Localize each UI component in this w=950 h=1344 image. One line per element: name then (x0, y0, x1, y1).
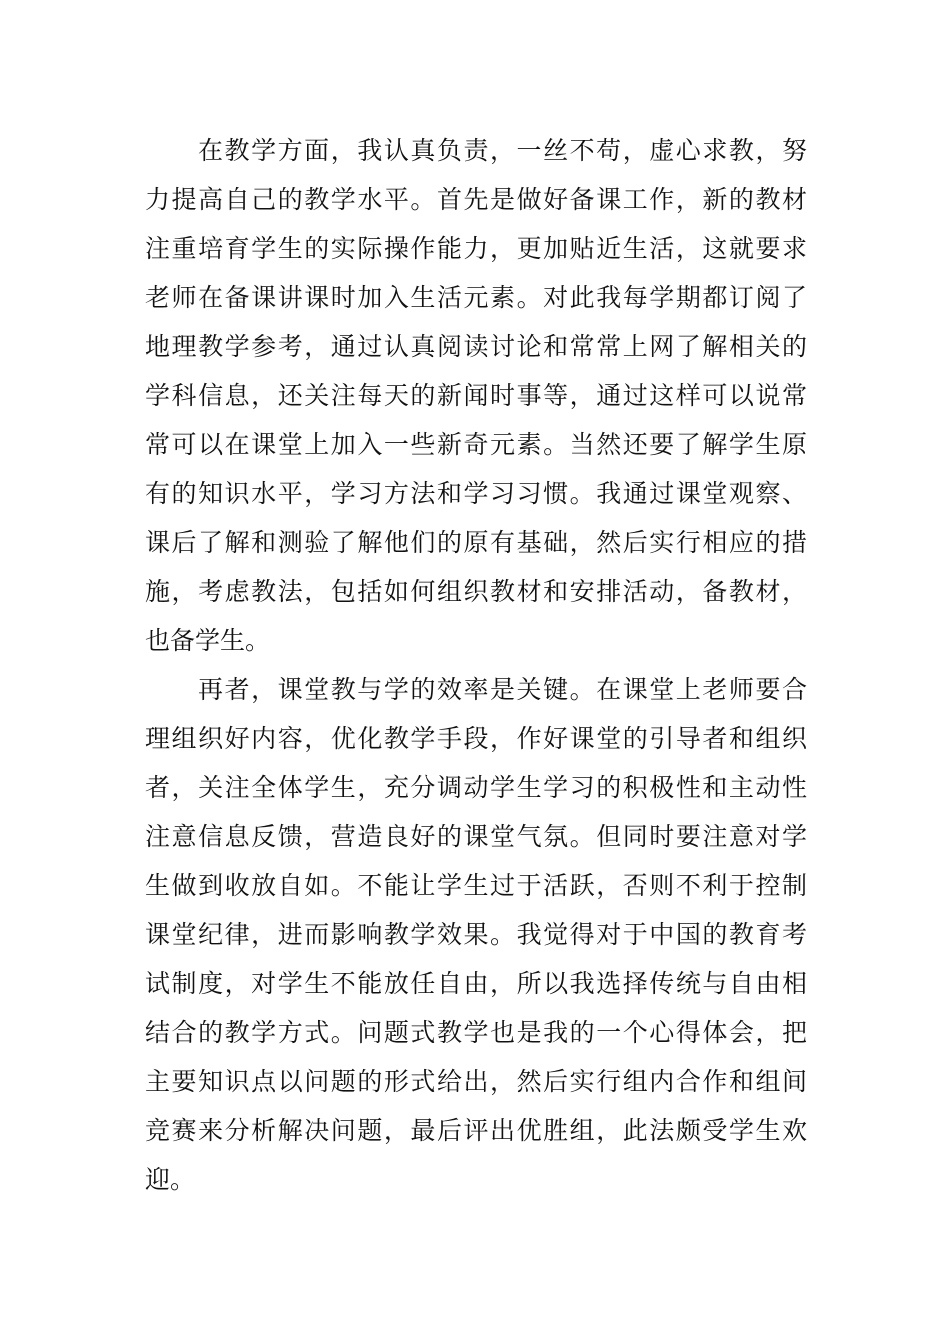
paragraph-classroom-efficiency (145, 665, 807, 1204)
text-line: 结合的教学方式。问题式教学也是我的一个心得体会，把 (145, 1018, 807, 1047)
text-line: 迎。 (145, 1165, 196, 1194)
text-line: 力提高自己的教学水平。首先是做好备课工作，新的教材 (145, 185, 807, 214)
text-line: 学科信息，还关注每天的新闻时事等，通过这样可以说常 (145, 381, 807, 410)
text-line: 有的知识水平，学习方法和学习习惯。我通过课堂观察、 (145, 479, 807, 508)
paragraph-teaching (145, 126, 807, 665)
text-line: 施，考虑教法，包括如何组织教材和安排活动，备教材， (145, 577, 807, 606)
text-line: 注意信息反馈，营造良好的课堂气氛。但同时要注意对学 (145, 822, 807, 851)
text-line: 课后了解和测验了解他们的原有基础，然后实行相应的措 (145, 528, 807, 557)
text-line: 课堂纪律，进而影响教学效果。我觉得对于中国的教育考 (145, 920, 807, 949)
text-line: 也备学生。 (145, 626, 271, 655)
text-line: 地理教学参考，通过认真阅读讨论和常常上网了解相关的 (145, 332, 807, 361)
text-line: 试制度，对学生不能放任自由，所以我选择传统与自由相 (145, 969, 807, 998)
text-line: 常可以在课堂上加入一些新奇元素。当然还要了解学生原 (145, 430, 807, 459)
text-line: 注重培育学生的实际操作能力，更加贴近生活，这就要求 (145, 234, 807, 263)
document-body (145, 126, 807, 1204)
text-line: 竞赛来分析解决问题，最后评出优胜组，此法颇受学生欢 (145, 1116, 807, 1145)
text-line: 再者，课堂教与学的效率是关键。在课堂上老师要合 (198, 675, 807, 704)
text-line: 老师在备课讲课时加入生活元素。对此我每学期都订阅了 (145, 283, 807, 312)
text-line: 理组织好内容，优化教学手段，作好课堂的引导者和组织 (145, 724, 807, 753)
text-line: 生做到收放自如。不能让学生过于活跃，否则不利于控制 (145, 871, 807, 900)
text-line: 主要知识点以问题的形式给出，然后实行组内合作和组间 (145, 1067, 807, 1096)
text-line: 者，关注全体学生，充分调动学生学习的积极性和主动性 (145, 773, 807, 802)
text-line: 在教学方面，我认真负责，一丝不苟，虚心求教，努 (198, 136, 807, 165)
